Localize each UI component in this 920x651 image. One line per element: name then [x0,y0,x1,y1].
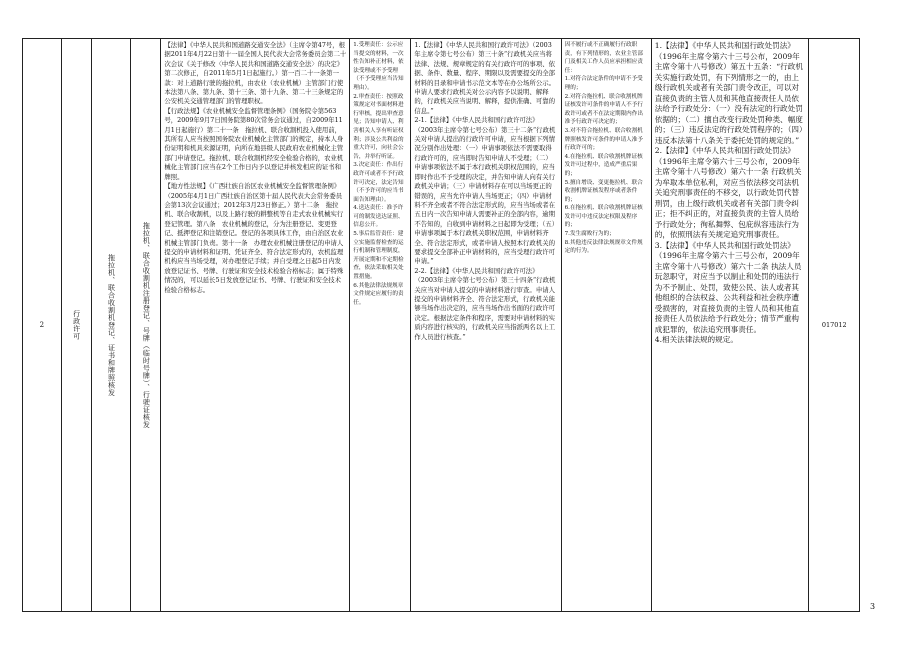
sub-item-cell [131,39,161,612]
flow-basis-text: 1.【法律】《中华人民共和国行政许可法》（2003年主席令第七号公布）第三十条“行政机关应当将法律、法规、规章规定的有关行政许可的事项、依据、条件、数量、程序、期限以及需要提交的全部材料的目录和申请书示范文本等在办公场所公示。申请人要求行政机关对公示内容予以说明、解释的，行政机关应当说明、解释，提供准确、可靠的信息。” 2-1.【法律】《中华人民共和国行政许可法》（2003年主席令第七号公布）第三十二条“行政机关对申请人提出的行政许可申请，应当根据下列情况分别作出处理：（一）申请事项依法不需要取得行政许可的，应当即时告知申请人不受理；（二）申请事项依法不属于本行政机关职权范围的，应当即时作出不予受理的决定，并告知申请人向有关行政机关申请；（三）申请材料存在可以当场更正的错误的，应当允许申请人当场更正；（四）申请材料不齐全或者不符合法定形式的，应当当场或者在五日内一次告知申请人需要补正的全部内容，逾期不告知的，自收到申请材料之日起即为受理；（五）申请事项属于本行政机关职权范围，申请材料齐全、符合法定形式，或者申请人按照本行政机关的要求提交全部补正申请材料的，应当受理行政许可申请。” 2-2.【法律】《中华人民共和国行政许可法》（2003年主席令第七号公布）第三十四条“行政机关应当对申请人提交的申请材料进行审查。申请人提交的申请材料齐全、符合法定形式，行政机关能够当场作出决定的，应当当场作出书面的行政许可决定。根据法定条件和程序，需要对申请材料的实质内容进行核实的，行政机关应当指派两名以上工作人员进行核查。” [414,41,556,341]
responsibility-table [22,38,860,612]
flow-basis-cell [411,39,561,612]
seq-number: 2 [39,321,45,329]
seq-cell [23,39,62,612]
code-cell [809,39,860,612]
accountability-text: 因不履行或不正确履行行政职责，有下列情形的，农业主管部门及相关工作人员应承担相应责任： 1.对符合法定条件的申请不予受理的； 2.对符合拖拉机、联合收割机牌证核发许可条件的申请人不予行政许可或者不在法定期限内作出准予行政许可决定的； 3.对不符合拖拉机、联合收割机牌照核发许可条件的申请人准予行政许可的； 4.在拖拉机、联合收割机牌证核发许可过程中，造成严重后果的； 5.擅自增设、变更拖拉机、联合收割机牌证核发程序或者条件的； 6.在拖拉机、联合收割机牌证核发许可中违反法定权限及程序的； 7.发生腐败行为的； 8.其他违反法律法规规章文件规定的行为。 [564,42,643,255]
page-number: 3 [870,602,876,611]
item-name: 拖拉机、联合收割机登记、证书和牌照核发 [107,253,116,397]
responsibility-text: 1.受理责任：公示应当提交的材料，一次性告知补正材料，依法受理或不予受理（不予受理应当告知理由）。 2.审查责任：按照政策规定对书面材料进行审核，提出审查意见；告知申请人、利害相关人享有听证权利；涉及公共利益的重大许可，向社会公告，并举行听证。 3.决定责任：作出行政许可或者不予行政许可决定，法定告知（不予许可的应当书面告知理由）。 4.送达责任：准予许可的制发送达证照、信息公开。 5.事后监管责任：建立实施监督检查的运行机制和管理制度，开展定期和不定期检查，依法采取相关处置措施。 6.其他法律法规规章文件规定应履行的责任。 [353,42,404,306]
name-cell [91,39,131,612]
sub-item-name: 拖拉机、联合收割机注册登记、号牌（临时号牌）、行驶证核发 [142,221,151,429]
item-type: 行政许可 [72,310,81,340]
responsibility-cell [350,39,411,612]
accountability-cell [561,39,651,612]
table-row [23,39,860,612]
type-cell [61,39,91,612]
basis-cell [161,39,350,612]
item-code: 017012 [821,321,847,329]
legal-basis-text: 【法律】《中华人民共和国道路交通安全法》（主席令第47号，根据2011年4月22日第十一届全国人民代表大会常务委员会第二十次会议《关于修改〈中华人民共和国道路交通安全法〉的决定》第二次修正，自2011年5月1日起施行。）第一百二十一条第一款：对上道路行驶的拖拉机，由农业（农业机械）主管部门行使本法第八条、第九条、第十三条、第十九条、第二十三条规定的公安机关交通管理部门的管理职权。 【行政法规】《农业机械安全监督管理条例》（国务院令第563号，2009年9月7日国务院第80次常务会议通过，自2009年11月1日起施行）第二十一条 拖拉机、联合收割机投入使用前，其所有人应当按照国务院农业机械化主管部门的规定，持本人身份证明和机具来源证明，向所在地县级人民政府农业机械化主管部门申请登记。拖拉机、联合收割机经安全检验合格的，农业机械化主管部门应当在2个工作日内予以登记并核发相应的证书和牌照。 【地方性法规】《广西壮族自治区农业机械安全监督管理条例》（2005年4月1日广西壮族自治区第十届人民代表大会常务委员会第13次会议通过；2012年3月23日修正。）第十二条 拖拉机、联合收割机，以及上路行驶的耕整机等自走式农业机械实行登记管理。第八条 农业机械的登记，分为注册登记、变更登记、抵押登记和注销登记。登记的各项具体工作，由自治区农业机械主管部门负责。第十一条 办理农业机械注册登记的申请人提交的申请材料和证明、凭证齐全、符合法定形式的，农机监理机构应当当场受理，对办理登记手续；并自受理之日起5日内发放登记证书、号牌、行驶证和安全技术检验合格标志；属于特殊情况的，可以延长5日发放登记证书、号牌、行驶证和安全技术检验合格标志。 [164,41,347,294]
liability-basis-text: 1.【法律】《中华人民共和国行政处罚法》（1996年主席令第六十三号公布，2009年主席令第十八号修改）第五十五条：“行政机关实施行政处罚，有下列情形之一的，由上级行政机关或者有关部门责令改正，可以对直接负责的主管人员和其他直接责任人员依法给予行政处分：（一）没有法定的行政处罚依据的；（二）擅自改变行政处罚种类、幅度的；（三）违反法定的行政处罚程序的；（四）违反本法第十八条关于委托处罚的规定的。” 2.【法律】《中华人民共和国行政处罚法》（1996年主席令第六十三号公布，2009年主席令第十八号修改）第六十一条 行政机关为牟取本单位私利，对应当依法移交司法机关追究刑事责任的不移交，以行政处罚代替刑罚，由上级行政机关或者有关部门责令纠正；拒不纠正的，对直接负责的主管人员给予行政处分；徇私舞弊、包庇纵容违法行为的，依照刑法有关规定追究刑事责任。 3.【法律】《中华人民共和国行政处罚法》（1996年主席令第六十三号公布，2009年主席令第十八号修改）第六十二条 执法人员玩忽职守，对应当予以制止和处罚的违法行为不予制止、处罚，致使公民、法人或者其他组织的合法权益、公共利益和社会秩序遭受损害的，对直接负责的主管人员和其他直接责任人员依法给予行政处分；情节严重构成犯罪的，依法追究刑事责任。 4.相关法律法规的规定。 [654,41,803,344]
liability-basis-cell [651,39,809,612]
